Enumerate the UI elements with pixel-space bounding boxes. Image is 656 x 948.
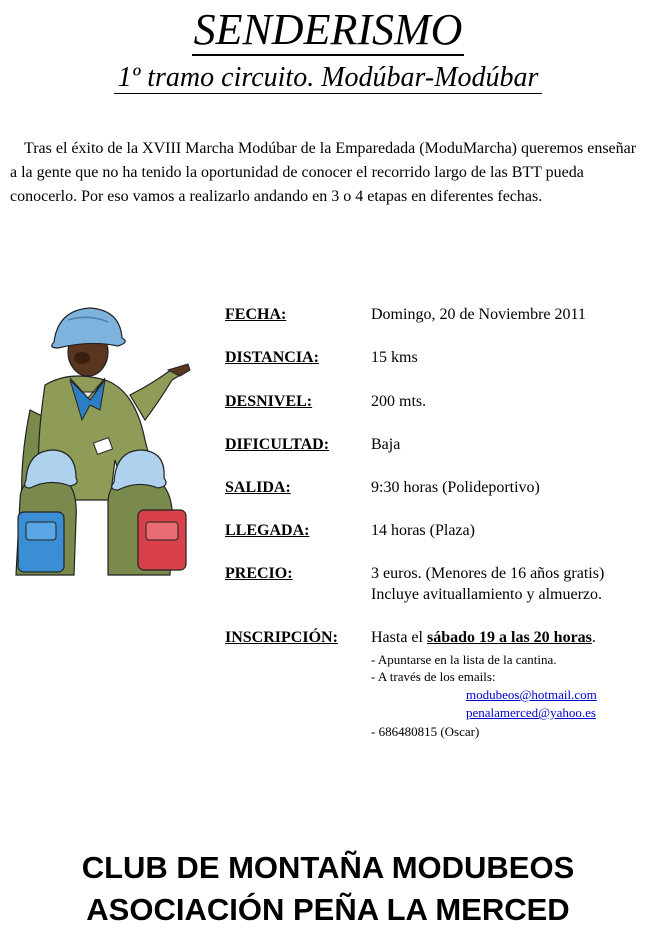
distancia-label: DISTANCIA: xyxy=(225,349,319,366)
llegada-label: LLEGADA: xyxy=(225,522,310,539)
salida-value: 9:30 horas (Polideportivo) xyxy=(371,479,540,496)
inscripcion-line-cantina: - Apuntarse en la lista de la cantina. xyxy=(371,652,557,667)
precio-note: Incluye avituallamiento y almuerzo. xyxy=(371,586,603,603)
inscripcion-line-emails: - A través de los emails: xyxy=(371,669,496,684)
inscripcion-phone: - 686480815 (Oscar) xyxy=(371,724,480,739)
fecha-label: FECHA: xyxy=(225,306,287,323)
inscripcion-label: INSCRIPCIÓN: xyxy=(225,629,338,646)
deadline-text: sábado 19 a las 20 horas xyxy=(426,629,592,646)
inscripcion-value: Hasta el sábado 19 a las 20 horas. xyxy=(371,629,596,646)
page-title: SENDERISMO xyxy=(193,5,463,54)
dificultad-label: DIFICULTAD: xyxy=(225,436,330,453)
distancia-value: 15 kms xyxy=(371,349,418,366)
club-name-modubeos: CLUB DE MONTAÑA MODUBEOS xyxy=(81,850,575,885)
hiker-guide-illustration xyxy=(10,300,200,585)
precio-label: PRECIO: xyxy=(225,565,293,582)
email-link-penalamerced[interactable]: penalamerced@yahoo.es xyxy=(466,705,596,720)
email-link-modubeos[interactable]: modubeos@hotmail.com xyxy=(466,687,597,702)
llegada-value: 14 horas (Plaza) xyxy=(371,522,475,539)
fecha-value: Domingo, 20 de Noviembre 2011 xyxy=(371,306,586,323)
club-name-pena-la-merced: ASOCIACIÓN PEÑA LA MERCED xyxy=(86,892,570,927)
desnivel-value: 200 mts. xyxy=(371,393,427,410)
salida-label: SALIDA: xyxy=(225,479,291,496)
precio-value: 3 euros. (Menores de 16 años gratis) xyxy=(371,565,605,582)
dificultad-value: Baja xyxy=(371,436,401,453)
page-subtitle: 1º tramo circuito. Modúbar-Modúbar xyxy=(0,62,656,94)
intro-paragraph: Tras el éxito de la XVIII Marcha Modúbar de la Emparedada (ModuMarcha) queremos enseñar a la gente que no ha tenido la oportunidad de conocer el recorrido largo de las BTT pueda conocerlo. Por eso vamos a realizarlo andando en 3 o 4 etapas en diferentes fechas. xyxy=(10,140,637,205)
desnivel-label: DESNIVEL: xyxy=(225,393,313,410)
